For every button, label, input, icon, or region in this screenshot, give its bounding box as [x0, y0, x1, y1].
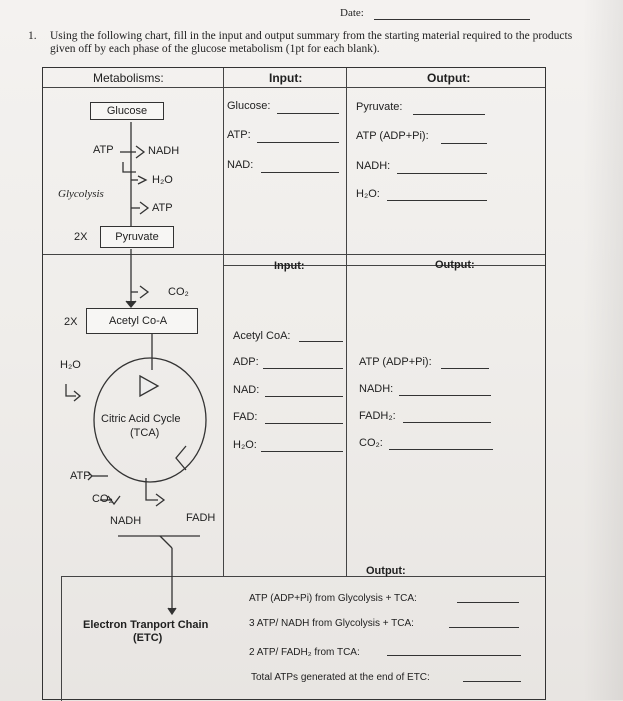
pyruvate-multiplier: 2X — [74, 231, 88, 243]
krebs-input-adp: ADP: — [233, 356, 259, 368]
cycle-arrow-right — [140, 376, 158, 396]
krebs-co2-label: CO₂ — [168, 286, 189, 298]
krebs-input-nad: NAD: — [233, 384, 260, 396]
glycolysis-output-pyruvate: Pyruvate: — [356, 101, 403, 113]
pyruvate-box: Pyruvate — [100, 226, 174, 248]
atp-arrowhead — [136, 146, 144, 158]
glycolysis-input-atp: ATP: — [227, 129, 251, 141]
krebs-atp-label: ATP — [70, 470, 91, 482]
etc-output-2: 3 ATP/ NADH from Glycolysis + TCA: — [249, 618, 414, 629]
date-label: Date: — [340, 7, 364, 19]
acetyl-coa-box: Acetyl Co-A — [86, 308, 198, 334]
cycle-abbrev: (TCA) — [130, 427, 160, 439]
glycolysis-output-nadh: NADH: — [356, 160, 391, 172]
glycolysis-h2o-label: H₂O — [152, 174, 173, 186]
krebs-input-h2o: H₂O: — [233, 439, 257, 451]
question-text: Using the following chart, fill in the input and output summary from the starting material required to the products given off by each phase of the glucose metabolism (1pt for each blank). — [50, 30, 573, 55]
output-header: Output: — [427, 71, 471, 85]
glycolysis-atp-out-label: ATP — [152, 202, 173, 214]
krebs-nadh-label: NADH — [110, 515, 142, 527]
etc-output-1: ATP (ADP+Pi) from Glycolysis + TCA: — [249, 593, 417, 604]
h2o-curve-arrow — [123, 162, 136, 172]
etc-output-3: 2 ATP/ FADH₂ from TCA: — [249, 647, 360, 658]
question-number: 1. — [28, 30, 37, 42]
input-header: Input: — [269, 71, 303, 85]
co2-arrowhead — [140, 286, 148, 298]
krebs-output-atp: ATP (ADP+Pi): — [359, 356, 432, 368]
krebs-input-acetyl: Acetyl CoA: — [233, 330, 291, 342]
krebs-output-nadh: NADH: — [359, 383, 394, 395]
krebs-input-fad: FAD: — [233, 411, 258, 423]
cycle-label: Citric Acid Cycle — [101, 413, 181, 425]
krebs-fadh-label: FADH — [186, 512, 216, 524]
glycolysis-input-glucose: Glucose: — [227, 100, 271, 112]
krebs-h2o-label: H₂O — [60, 359, 81, 371]
atp-out-arrowhead — [140, 202, 148, 214]
h2o-arrowhead — [138, 176, 146, 184]
krebs-output-fadh2: FADH₂: — [359, 410, 396, 422]
cycle-arrow-left — [176, 446, 186, 470]
glycolysis-input-nad: NAD: — [227, 159, 254, 171]
krebs-output-co2: CO₂: — [359, 437, 383, 449]
glycolysis-output-h2o: H₂O: — [356, 188, 380, 200]
glycolysis-nadh-label: NADH — [148, 145, 180, 157]
metabolisms-header: Metabolisms: — [93, 71, 164, 85]
krebs-input-header: Input: — [274, 260, 305, 272]
glycolysis-output-atp: ATP (ADP+Pi): — [356, 130, 429, 142]
etc-output-4: Total ATPs generated at the end of ETC: — [251, 672, 430, 683]
etc-label: Electron Tranport Chain — [83, 619, 209, 631]
glucose-box: Glucose — [90, 102, 164, 120]
etc-abbrev: (ETC) — [133, 632, 163, 644]
etc-output-header: Output: — [366, 565, 406, 577]
krebs-co2-out-label: CO₂ — [92, 493, 113, 505]
krebs-output-header: Output: — [435, 259, 475, 271]
glycolysis-atp-label: ATP — [93, 144, 114, 156]
acetyl-multiplier: 2X — [64, 316, 78, 328]
glycolysis-label: Glycolysis — [58, 188, 104, 200]
down-arrowhead-1 — [126, 301, 136, 307]
